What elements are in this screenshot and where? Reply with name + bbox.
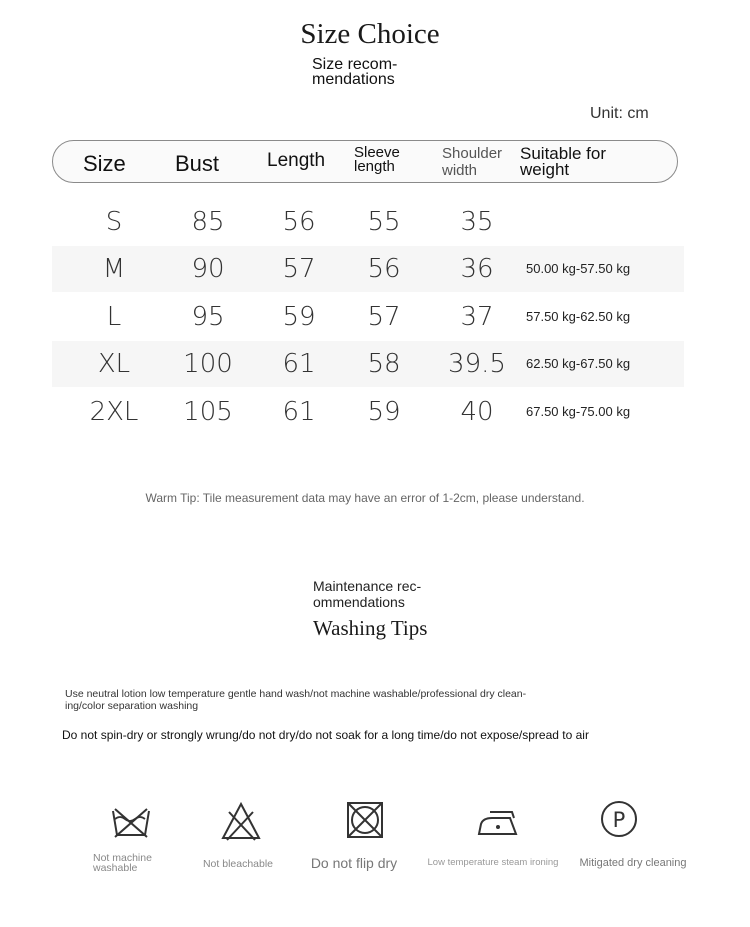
header-sleeve-length: Sleeve length [354, 144, 400, 175]
washing-tips-title: Washing Tips [313, 616, 428, 640]
cell-size: L [106, 302, 122, 332]
cell-length: 57 [282, 254, 316, 284]
cell-weight: 62.50 kg-67.50 kg [526, 356, 631, 371]
header-size: Size [83, 151, 126, 176]
washing-instructions-line-1: Use neutral lotion low temperature gentle hand wash/not machine washable/professional dry clean-ing/color separation washing [65, 688, 527, 712]
cell-bust: 105 [183, 397, 233, 427]
cell-size: XL [97, 349, 131, 379]
low-iron-icon [476, 800, 520, 844]
header-bust: Bust [175, 151, 220, 176]
cell-shoulder: 37 [460, 302, 494, 332]
cell-bust: 90 [191, 254, 225, 284]
cell-bust: 85 [191, 207, 225, 237]
cell-sleeve: 57 [367, 302, 401, 332]
cell-weight [526, 199, 676, 245]
cell-weight: 57.50 kg-62.50 kg [526, 309, 631, 324]
cell-sleeve: 56 [367, 254, 401, 284]
header-suitable-weight: Suitable for weight [520, 144, 606, 179]
no-tumble-dry-icon [343, 798, 387, 842]
dry-clean-p-icon [597, 797, 641, 841]
icon-label-mitigated-dry-cleaning: Mitigated dry cleaning [579, 857, 687, 869]
size-recommendations-subtitle: Size recom- mendations [312, 56, 398, 88]
unit-label: Unit: cm [590, 105, 649, 122]
cell-length: 59 [282, 302, 316, 332]
no-bleach-icon [219, 800, 263, 844]
icon-label-do-not-flip-dry: Do not flip dry [310, 855, 398, 871]
icon-label-low-temp-ironing: Low temperature steam ironing [427, 857, 559, 868]
table-row [52, 341, 684, 387]
cell-size: S [105, 207, 123, 237]
cell-sleeve: 59 [367, 397, 401, 427]
table-row [52, 246, 684, 292]
no-machine-wash-icon [109, 801, 153, 845]
cell-sleeve: 55 [367, 207, 401, 237]
cell-shoulder: 35 [460, 207, 494, 237]
svg-text:P: P [612, 808, 626, 832]
cell-shoulder: 36 [460, 254, 494, 284]
cell-length: 56 [282, 207, 316, 237]
cell-sleeve: 58 [367, 349, 401, 379]
warm-tip-note: Warm Tip: Tile measurement data may have an error of 1-2cm, please understand. [145, 491, 585, 505]
cell-length: 61 [282, 397, 316, 427]
size-choice-title: Size Choice [300, 18, 440, 50]
header-length: Length [267, 150, 326, 171]
cell-shoulder: 39.5 [448, 349, 506, 379]
washing-instructions-line-2: Do not spin-dry or strongly wrung/do not dry/do not soak for a long time/do not expose/spread to air [62, 728, 589, 742]
cell-size: 2XL [89, 397, 139, 427]
cell-size: M [102, 254, 126, 284]
maintenance-subtitle: Maintenance rec- ommendations [313, 578, 422, 610]
table-row [52, 199, 684, 245]
cell-weight: 67.50 kg-75.00 kg [526, 404, 631, 419]
header-shoulder-width: Shoulder width [442, 145, 503, 179]
cell-bust: 95 [191, 302, 225, 332]
cell-length: 61 [282, 349, 316, 379]
icon-label-not-bleachable: Not bleachable [202, 858, 274, 870]
table-row [52, 389, 684, 435]
table-row [52, 294, 684, 340]
cell-weight: 50.00 kg-57.50 kg [526, 261, 631, 276]
cell-shoulder: 40 [460, 397, 494, 427]
cell-bust: 100 [183, 349, 233, 379]
icon-label-not-machine-washable: Not machine washable [93, 852, 152, 874]
